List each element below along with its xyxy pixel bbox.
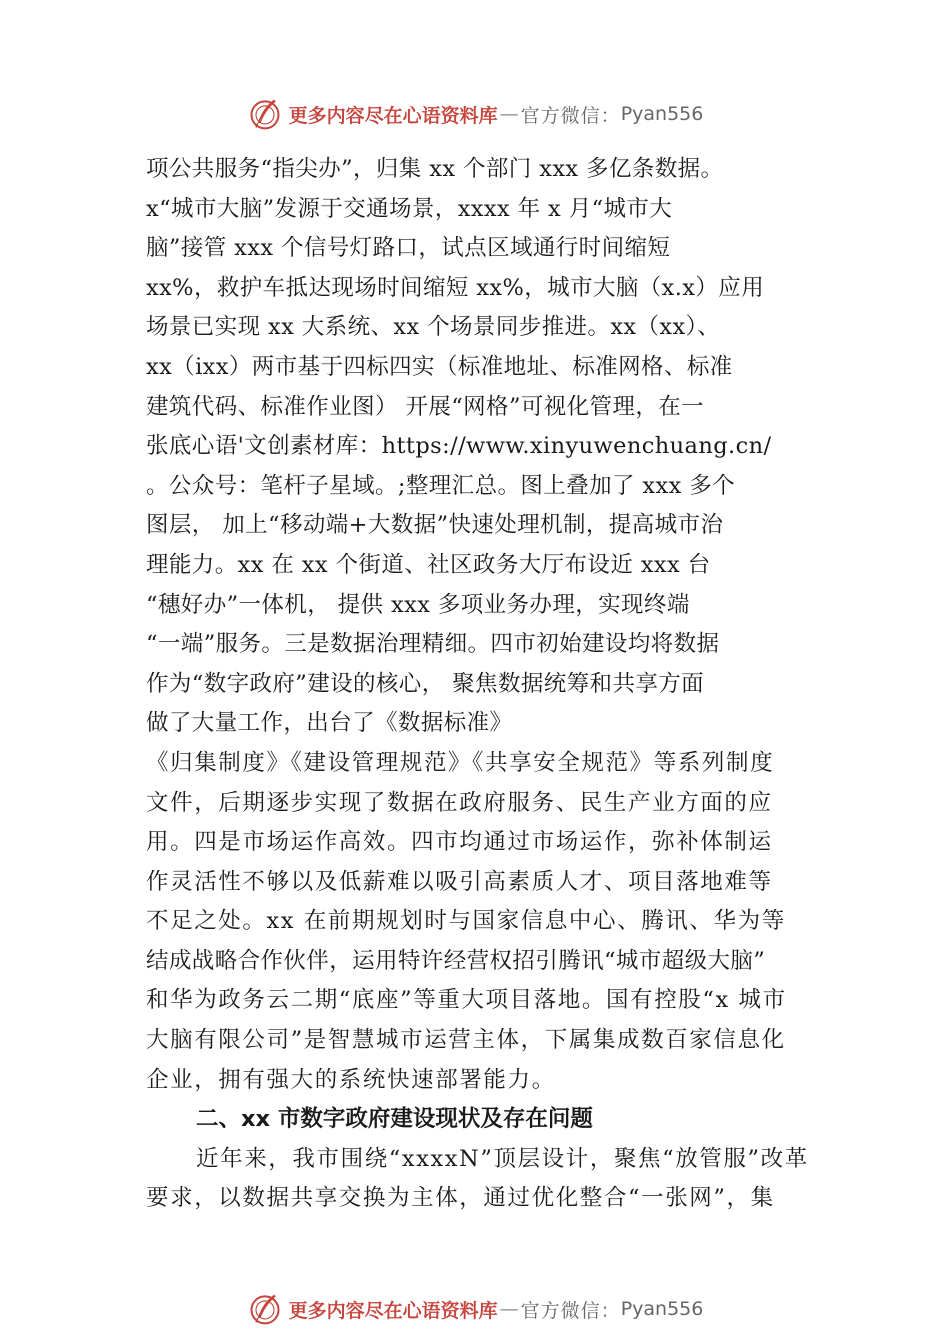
text-line: “一端”服务。三是数据治理精细。四市初始建设均将数据 xyxy=(146,631,720,658)
text-line: 文件，后期逐步实现了数据在政府服务、民生产业方面的应 xyxy=(146,789,773,816)
paragraph-1 xyxy=(146,150,836,744)
watermark-brand-text: 更多内容尽在心语资料库 xyxy=(288,1299,498,1322)
text-line: 《归集制度》《建设管理规范》《共享安全规范》等系列制度 xyxy=(146,749,775,776)
footer-watermark-banner xyxy=(0,1289,950,1329)
text-line: 要求，以数据共享交换为主体，通过优化整合“一张网”，集 xyxy=(146,1185,775,1212)
text-line: 用。四是市场运作高效。四市均通过市场运作，弥补体制运 xyxy=(146,829,773,856)
watermark-wechat-label: 官方微信： xyxy=(520,104,621,127)
watermark-separator: — xyxy=(499,1298,519,1320)
quill-seal-icon xyxy=(247,1291,283,1327)
text-line: x“城市大脑”发源于交通场景，xxxx 年 x 月“城市大 xyxy=(146,195,673,222)
text-line: 脑”接管 xxx 个信号灯路口，试点区域通行时间缩短 xyxy=(146,235,671,262)
watermark-separator: — xyxy=(499,103,519,125)
text-line: 做了大量工作，出台了《数据标准》 xyxy=(146,710,513,737)
text-line: 结成战略合作伙伴，运用特许经营权招引腾讯“城市超级大脑” xyxy=(146,947,766,974)
text-line: 场景已实现 xx 大系统、xx 个场景同步推进。xx（xx）、 xyxy=(146,314,721,341)
text-line: 不足之处。xx 在前期规划时与国家信息中心、腾讯、华为等 xyxy=(146,908,786,935)
watermark-wechat-id: Pyan556 xyxy=(620,103,704,125)
text-line: 张底心语'文创素材库：https://www.xinyuwenchuang.cn/ xyxy=(146,433,772,460)
text-line: xx（ixx）两市基于四标四实（标准地址、标准网格、标准 xyxy=(146,353,733,380)
text-line: 和华为政务云二期“底座”等重大项目落地。国有控股“x 城市 xyxy=(146,987,787,1014)
document-body xyxy=(146,150,836,1219)
text-line: 大脑有限公司”是智慧城市运营主体，下属集成数百家信息化 xyxy=(146,1027,786,1054)
text-line: 。公众号：笔杆子星域。;整理汇总。图上叠加了 xxx 多个 xyxy=(146,472,736,499)
section-heading: 二、xx 市数字政府建设现状及存在问题 xyxy=(196,1106,593,1133)
text-line: “穗好办”一体机， 提供 xxx 多项业务办理，实现终端 xyxy=(146,591,690,618)
text-line: xx%，救护车抵达现场时间缩短 xx%，城市大脑（x.x）应用 xyxy=(146,274,765,301)
text-line: 建筑代码、标准作业图） 开展“网格”可视化管理，在一 xyxy=(146,393,705,420)
watermark-brand-text: 更多内容尽在心语资料库 xyxy=(288,104,498,127)
text-line: 作为“数字政府”建设的核心， 聚焦数据统筹和共享方面 xyxy=(146,670,705,697)
header-watermark-banner xyxy=(0,94,950,134)
paragraph-2 xyxy=(146,744,836,1100)
quill-seal-icon xyxy=(247,96,283,132)
text-line: 图层， 加上“移动端+大数据”快速处理机制，提高城市治 xyxy=(146,512,724,539)
text-line: 近年来，我市围绕“xxxxN”顶层设计，聚焦“放管服”改革 xyxy=(196,1145,809,1172)
watermark-wechat-id: Pyan556 xyxy=(620,1298,704,1320)
text-line: 作灵活性不够以及低薪难以吸引高素质人才、项目落地难等 xyxy=(146,868,773,895)
paragraph-3 xyxy=(146,1140,836,1219)
text-line: 企业，拥有强大的系统快速部署能力。 xyxy=(146,1066,556,1093)
text-line: 理能力。xx 在 xx 个街道、社区政务大厅布设近 xxx 台 xyxy=(146,551,711,578)
text-line: 项公共服务“指尖办”，归集 xx 个部门 xxx 多亿条数据。 xyxy=(146,156,724,182)
watermark-wechat-label: 官方微信： xyxy=(520,1299,621,1322)
